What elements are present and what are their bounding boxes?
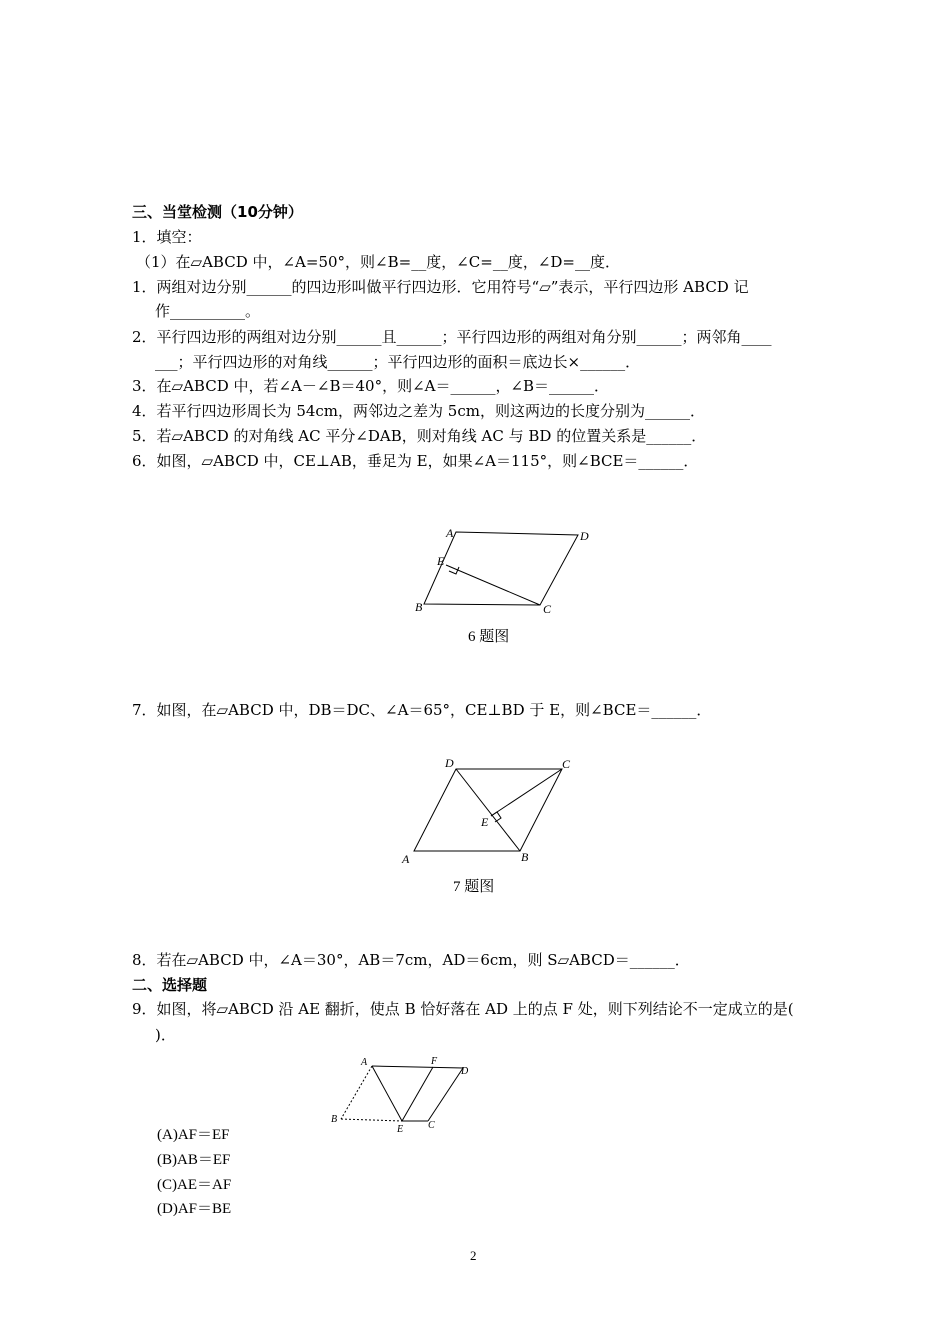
figure-7-diagram xyxy=(396,755,586,867)
figure-6-caption: 6 题图 xyxy=(468,629,510,645)
question-line: 4．若平行四边形周长为 54cm，两邻边之差为 5cm，则这两边的长度分别为______． xyxy=(132,402,705,420)
figure-6-diagram xyxy=(410,522,600,622)
question-line: ___；平行四边形的对角线______；平行四边形的面积＝底边长×______． xyxy=(155,353,641,371)
figure-7-caption: 7 题图 xyxy=(453,879,495,895)
fig6-label-c: C xyxy=(543,602,552,616)
question-line: 1．两组对边分别______的四边形叫做平行四边形．它用符号“▱”表示，平行四边形 ABCD 记 xyxy=(132,278,749,296)
question-line: 8．若在▱ABCD 中，∠A＝30°，AB＝7cm，AD＝6cm，则 S▱ABCD＝______． xyxy=(132,951,690,969)
question-line: 5．若▱ABCD 的对角线 AC 平分∠DAB，则对角线 AC 与 BD 的位置关系是______． xyxy=(132,427,707,445)
section-title: 三、当堂检测（10分钟） xyxy=(132,203,303,221)
section-title: 二、选择题 xyxy=(132,976,208,994)
fig6-label-d: D xyxy=(580,529,589,543)
option-c: (C)AE＝AF xyxy=(157,1177,232,1193)
fig7-label-e: E xyxy=(481,815,489,829)
option-b: (B)AB＝EF xyxy=(157,1152,231,1168)
question-line: 9．如图，将▱ABCD 沿 AE 翻折，使点 B 恰好落在 AD 上的点 F 处，则下列结论不一定成立的是( xyxy=(132,1000,794,1018)
fig6-label-a: A xyxy=(446,526,454,540)
option-a: (A)AF＝EF xyxy=(157,1127,230,1143)
question-line: （1）在▱ABCD 中，∠A=50°，则∠B=__度，∠C=__度，∠D=__度． xyxy=(136,253,620,271)
fig9-label-f: F xyxy=(431,1056,438,1067)
question-line: 7．如图，在▱ABCD 中，DB＝DC、∠A＝65°，CE⊥BD 于 E，则∠BCE＝______． xyxy=(132,701,712,719)
fig9-label-e: E xyxy=(397,1124,404,1135)
figure-9-diagram xyxy=(325,1052,475,1140)
question-line: 2．平行四边形的两组对边分别______且______；平行四边形的两组对角分别______；两邻角____ xyxy=(132,328,772,346)
fig7-label-c: C xyxy=(562,757,571,771)
fig6-label-b: B xyxy=(415,600,423,614)
page-number: 2 xyxy=(470,1248,477,1263)
question-line: )． xyxy=(155,1026,176,1044)
fig7-label-d: D xyxy=(445,756,454,770)
fig7-label-b: B xyxy=(521,850,529,864)
question-line: 1．填空： xyxy=(132,228,202,246)
option-d: (D)AF＝BE xyxy=(157,1201,232,1217)
question-line: 作__________。 xyxy=(155,302,261,320)
fig9-label-b: B xyxy=(331,1114,338,1125)
fig9-label-c: C xyxy=(428,1120,435,1131)
fig9-label-d: D xyxy=(461,1066,469,1077)
question-line: 6．如图，▱ABCD 中，CE⊥AB，垂足为 E，如果∠A＝115°，则∠BCE＝______． xyxy=(132,452,699,470)
question-line: 3．在▱ABCD 中，若∠A－∠B＝40°，则∠A＝______，∠B＝______． xyxy=(132,377,610,395)
fig7-label-a: A xyxy=(402,852,410,866)
fig6-label-e: E xyxy=(437,554,445,568)
fig9-label-a: A xyxy=(361,1057,368,1068)
